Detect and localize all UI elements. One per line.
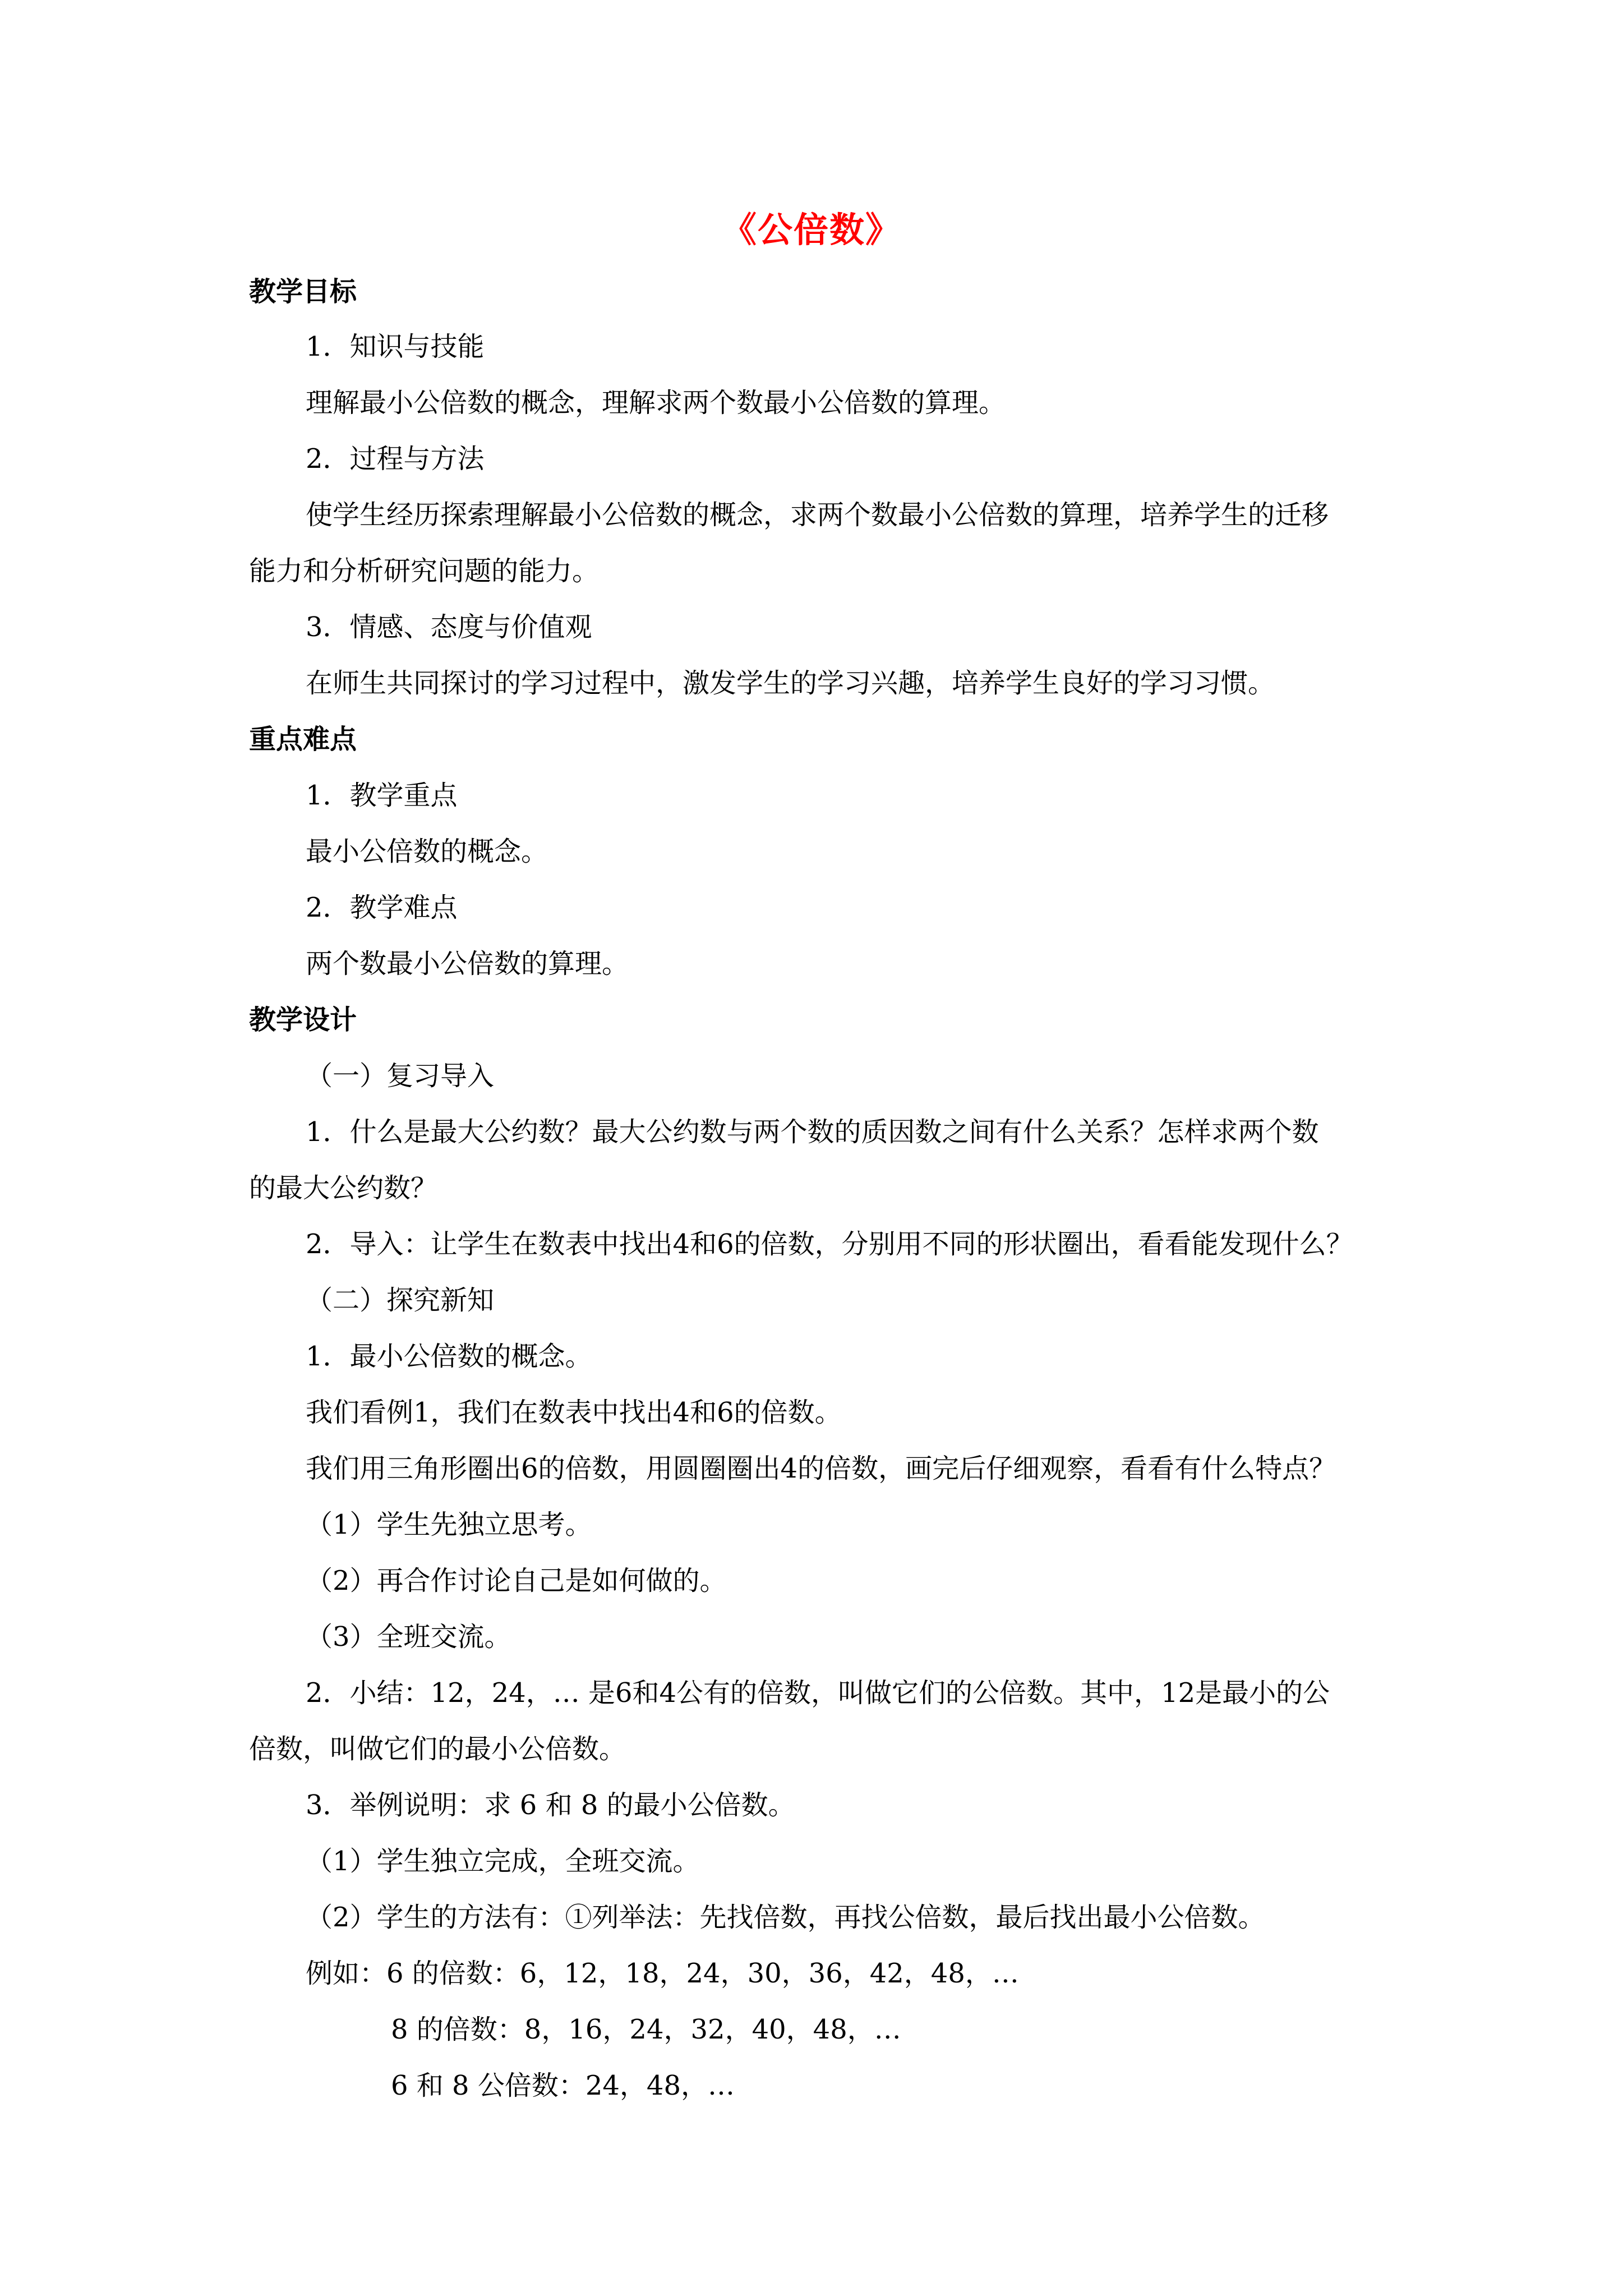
paragraph: 2．过程与方法 — [306, 443, 485, 475]
paragraph: （一）复习导入 — [306, 1060, 495, 1092]
paragraph: 3．情感、态度与价值观 — [306, 611, 592, 643]
heading-key-points: 重点难点 — [249, 724, 357, 755]
paragraph: 使学生经历探索理解最小公倍数的概念，求两个数最小公倍数的算理，培养学生的迁移 — [306, 499, 1329, 531]
heading-teaching-goals: 教学目标 — [249, 276, 357, 307]
paragraph: 1．最小公倍数的概念。 — [306, 1341, 592, 1372]
paragraph: 在师生共同探讨的学习过程中，激发学生的学习兴趣，培养学生良好的学习习惯。 — [306, 668, 1275, 699]
paragraph: 理解最小公倍数的概念，理解求两个数最小公倍数的算理。 — [306, 387, 1006, 418]
paragraph: （2）学生的方法有：①列举法：先找倍数，再找公倍数，最后找出最小公倍数。 — [306, 1902, 1265, 1933]
paragraph: 的最大公约数？ — [249, 1172, 438, 1204]
paragraph: 3．举例说明：求 6 和 8 的最小公倍数。 — [306, 1789, 795, 1821]
paragraph: 2．教学难点 — [306, 892, 458, 923]
paragraph: （3）全班交流。 — [306, 1621, 511, 1653]
paragraph: 1．什么是最大公约数？最大公约数与两个数的质因数之间有什么关系？怎样求两个数 — [306, 1116, 1319, 1148]
paragraph: 最小公倍数的概念。 — [306, 836, 548, 867]
document-title: 《公倍数》 — [721, 209, 901, 250]
paragraph: 2．小结：12，24，… 是6和4公有的倍数，叫做它们的公倍数。其中，12是最小的公 — [306, 1677, 1330, 1709]
paragraph: （二）探究新知 — [306, 1285, 495, 1316]
example-line: 例如：6 的倍数：6，12，18，24，30，36，42，48，… — [306, 1958, 1019, 1989]
paragraph: 1．教学重点 — [306, 780, 458, 811]
paragraph: （2）再合作讨论自己是如何做的。 — [306, 1565, 727, 1596]
paragraph: （1）学生先独立思考。 — [306, 1509, 592, 1540]
example-line: 8 的倍数：8，16，24，32，40，48，… — [391, 2014, 901, 2045]
paragraph: 2．导入：让学生在数表中找出4和6的倍数，分别用不同的形状圈出，看看能发现什么？ — [306, 1228, 1353, 1260]
paragraph: 我们用三角形圈出6的倍数，用圆圈圈出4的倍数，画完后仔细观察，看看有什么特点？ — [306, 1453, 1336, 1484]
paragraph: 1．知识与技能 — [306, 331, 485, 362]
paragraph: 能力和分析研究问题的能力。 — [249, 555, 600, 587]
paragraph: 我们看例1，我们在数表中找出4和6的倍数。 — [306, 1397, 842, 1428]
paragraph: 倍数，叫做它们的最小公倍数。 — [249, 1733, 626, 1765]
paragraph: 两个数最小公倍数的算理。 — [306, 948, 629, 979]
heading-teaching-design: 教学设计 — [249, 1004, 357, 1036]
example-line: 6 和 8 公倍数：24，48，… — [391, 2070, 735, 2101]
paragraph: （1）学生独立完成，全班交流。 — [306, 1846, 700, 1877]
